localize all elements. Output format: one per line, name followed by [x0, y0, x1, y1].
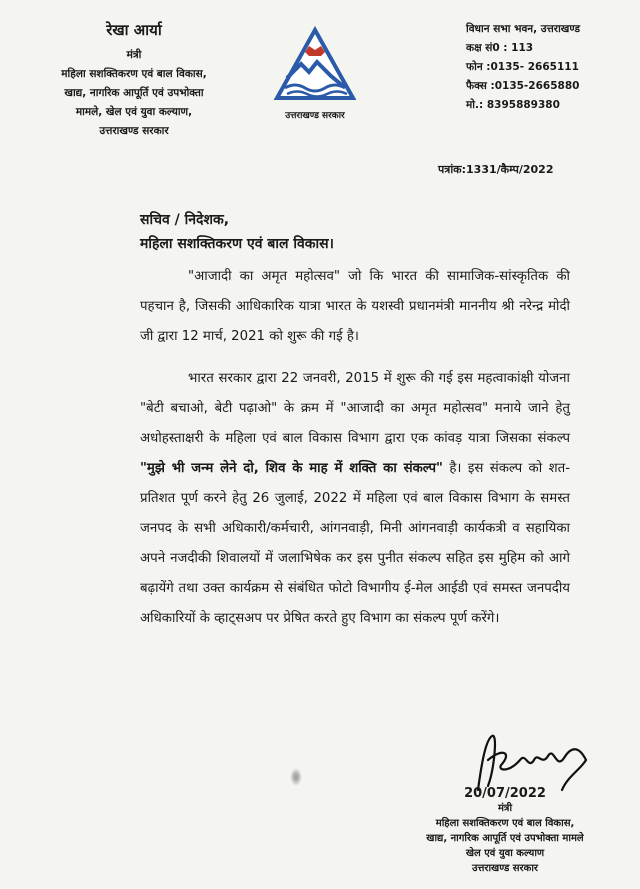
- signatory-line: महिला सशक्तिकरण एवं बाल विकास,: [435, 818, 575, 829]
- addressee-line: महिला सशक्तिकरण एवं बाल विकास।: [140, 236, 334, 252]
- emblem-caption: उत्तराखण्ड सरकार: [285, 111, 345, 121]
- ink-smudge: [290, 768, 302, 786]
- paragraph-2-text: है। इस संकल्प को शत-प्रतिशत पूर्ण करने हेतु 26 जुलाई, 2022 में महिला एवं बाल विकास विभाग के समस्त जनपद के सभी अधिकारी/कर्मचारी, आंगनवाड़ी, मिनी आंगनवाड़ी कार्यकत्री व सहायिका अपने नजदीकी शिवालयों में जलाभिषेक कर इस पुनीत संकल्प सहित इस मुहिम को आगे बढ़ायेंगे तथा उक्त कार्यक्रम से संबंधित फोटो विभागीय ई-मेल आईडी एवं समस्त जनपदीय अधिकारियों के व्हाट्सअप पर प्रेषित करते हुए विभाग का संकल्प पूर्ण करेंगे।: [140, 461, 570, 626]
- signatory-title: मंत्री: [497, 803, 513, 814]
- signatory-line: उत्तराखण्ड सरकार: [471, 863, 539, 874]
- addressee: [140, 208, 334, 256]
- fax-number: फैक्स :0135-2665880: [466, 80, 580, 92]
- minister-name: रेखा आर्या: [106, 21, 162, 39]
- mobile-number: मो.: 8395889380: [466, 99, 560, 111]
- letterhead-right: [466, 20, 636, 115]
- letterhead-line: मंत्री: [126, 49, 142, 61]
- signatory-line: खाद्य, नागरिक आपूर्ति एवं उपभोक्ता मामले: [426, 833, 584, 844]
- signature-date: 20/07/2022: [464, 786, 546, 801]
- paragraph-1: "आजादी का अमृत महोत्सव" जो कि भारत की सामाजिक-सांस्कृतिक की पहचान है, जिसकी आधिकारिक यात्रा भारत के यशस्वी प्रधानमंत्री माननीय श्री नरेन्द्र मोदी जी द्वारा 12 मार्च, 2021 को शुरू की गई है।: [140, 269, 570, 344]
- uttarakhand-govt-emblem-icon: [273, 26, 357, 102]
- letterhead-line: उत्तराखण्ड सरकार: [99, 125, 169, 137]
- office-address: विधान सभा भवन, उत्तराखण्ड: [466, 23, 580, 35]
- letterhead-line: महिला सशक्तिकरण एवं बाल विकास,: [61, 68, 207, 80]
- paragraph-2: [140, 364, 570, 634]
- paragraph-2-text: भारत सरकार द्वारा 22 जनवरी, 2015 में शुरू की गई इस महत्वाकांक्षी योजना "बेटी बचाओ, बेटी पढ़ाओ" के क्रम में "आजादी का अमृत महोत्सव" मनाये जाने हेतु अधोहस्ताक्षरी के महिला एवं बाल विकास विभाग द्वारा एक कांवड़ यात्रा जिसका संकल्प: [140, 371, 570, 446]
- phone-number: फोन :0135- 2665111: [466, 61, 579, 73]
- room-number: कक्ष सं0 : 113: [466, 42, 534, 54]
- govt-emblem: [270, 26, 360, 121]
- letter-body: [140, 262, 570, 634]
- letterhead-line: मामले, खेल एवं युवा कल्याण,: [75, 106, 193, 118]
- signature-block: [400, 786, 610, 876]
- signatory-line: खेल एवं युवा कल्याण: [465, 848, 545, 859]
- addressee-line: सचिव / निदेशक,: [140, 212, 230, 228]
- letterhead-line: खाद्य, नागरिक आपूर्ति एवं उपभोक्ता: [64, 87, 204, 99]
- letter-reference-number: पत्रांक:1331/कैम्प/2022: [438, 163, 554, 176]
- letterhead-left: [24, 20, 244, 141]
- pledge-quote: "मुझे भी जन्म लेने दो, शिव के माह में शक्ति का संकल्प": [140, 461, 443, 476]
